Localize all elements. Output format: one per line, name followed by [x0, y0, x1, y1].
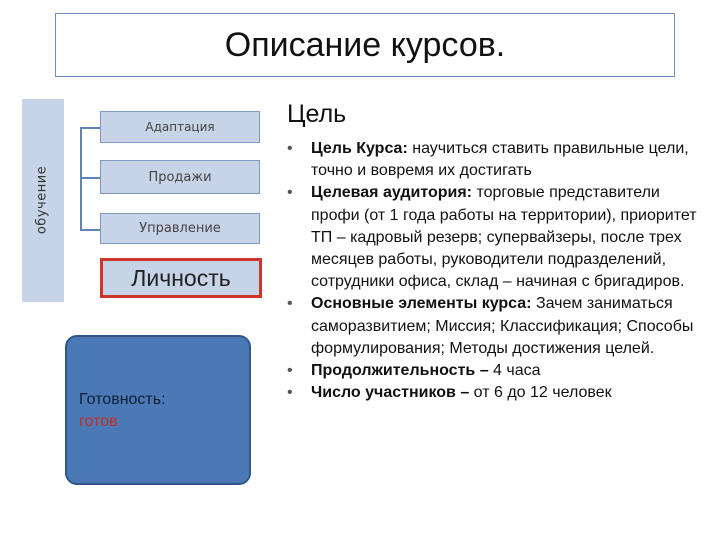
current-course-label: Личность	[131, 264, 231, 291]
goal-heading: Цель	[287, 100, 347, 128]
bullet-text: научиться ставить правильные цели, точно и вовремя их достигать	[311, 140, 689, 180]
bullet-text: 4 часа	[488, 362, 541, 380]
bullet-term: Продолжительность –	[311, 362, 489, 380]
bullet-item	[285, 138, 705, 182]
title-box	[55, 13, 675, 77]
bullet-dot: •	[287, 295, 293, 313]
bullet-dot: •	[287, 362, 293, 380]
tree-connector-2	[80, 177, 100, 179]
side-label	[28, 100, 56, 300]
bullet-dot: •	[287, 184, 293, 202]
readiness-separator: :	[161, 391, 166, 408]
bullet-term: Цель Курса:	[311, 140, 408, 157]
goal-bullet-list	[285, 138, 705, 404]
tree-connector-1	[80, 127, 100, 129]
course-box-management	[100, 213, 260, 244]
side-label-text: обучение	[34, 165, 50, 235]
bullet-text: Зачем заниматься саморазвитием; Миссия; Классификация; Способы формулирования; Методы достижения целей.	[311, 295, 694, 357]
bullet-term: Число участников –	[311, 384, 470, 402]
readiness-box	[65, 335, 251, 485]
bullet-text: торговые представители профи (от 1 года работы на территории), приоритет ТП – кадровый резерв; супервайзеры, после трех месяцев работы, руководители подразделений, сотрудники офиса, склад – начиная с бригадиров.	[311, 184, 697, 291]
slide-title: Описание курсов.	[224, 26, 506, 64]
readiness-value: готов	[79, 413, 118, 430]
readiness-label: Готовность	[79, 391, 162, 408]
course-box-sales	[100, 160, 260, 194]
tree-connector-3	[80, 229, 100, 231]
course-label: Продажи	[148, 169, 212, 185]
bullet-text: от 6 до 12 человек	[469, 384, 612, 402]
bullet-dot: •	[287, 384, 293, 402]
bullet-item	[285, 360, 705, 382]
bullet-item	[285, 382, 705, 404]
bullet-item	[285, 293, 705, 360]
readiness-text	[79, 389, 166, 433]
course-box-personality	[100, 258, 262, 298]
course-label: Управление	[139, 221, 221, 236]
course-box-adaptation	[100, 111, 260, 143]
course-label: Адаптация	[145, 120, 215, 134]
bullet-term: Основные элементы курса:	[311, 295, 532, 313]
bullet-term: Целевая аудитория:	[311, 184, 472, 202]
bullet-item	[285, 182, 705, 293]
tree-connector-vertical	[80, 127, 82, 231]
bullet-dot: •	[287, 140, 293, 157]
